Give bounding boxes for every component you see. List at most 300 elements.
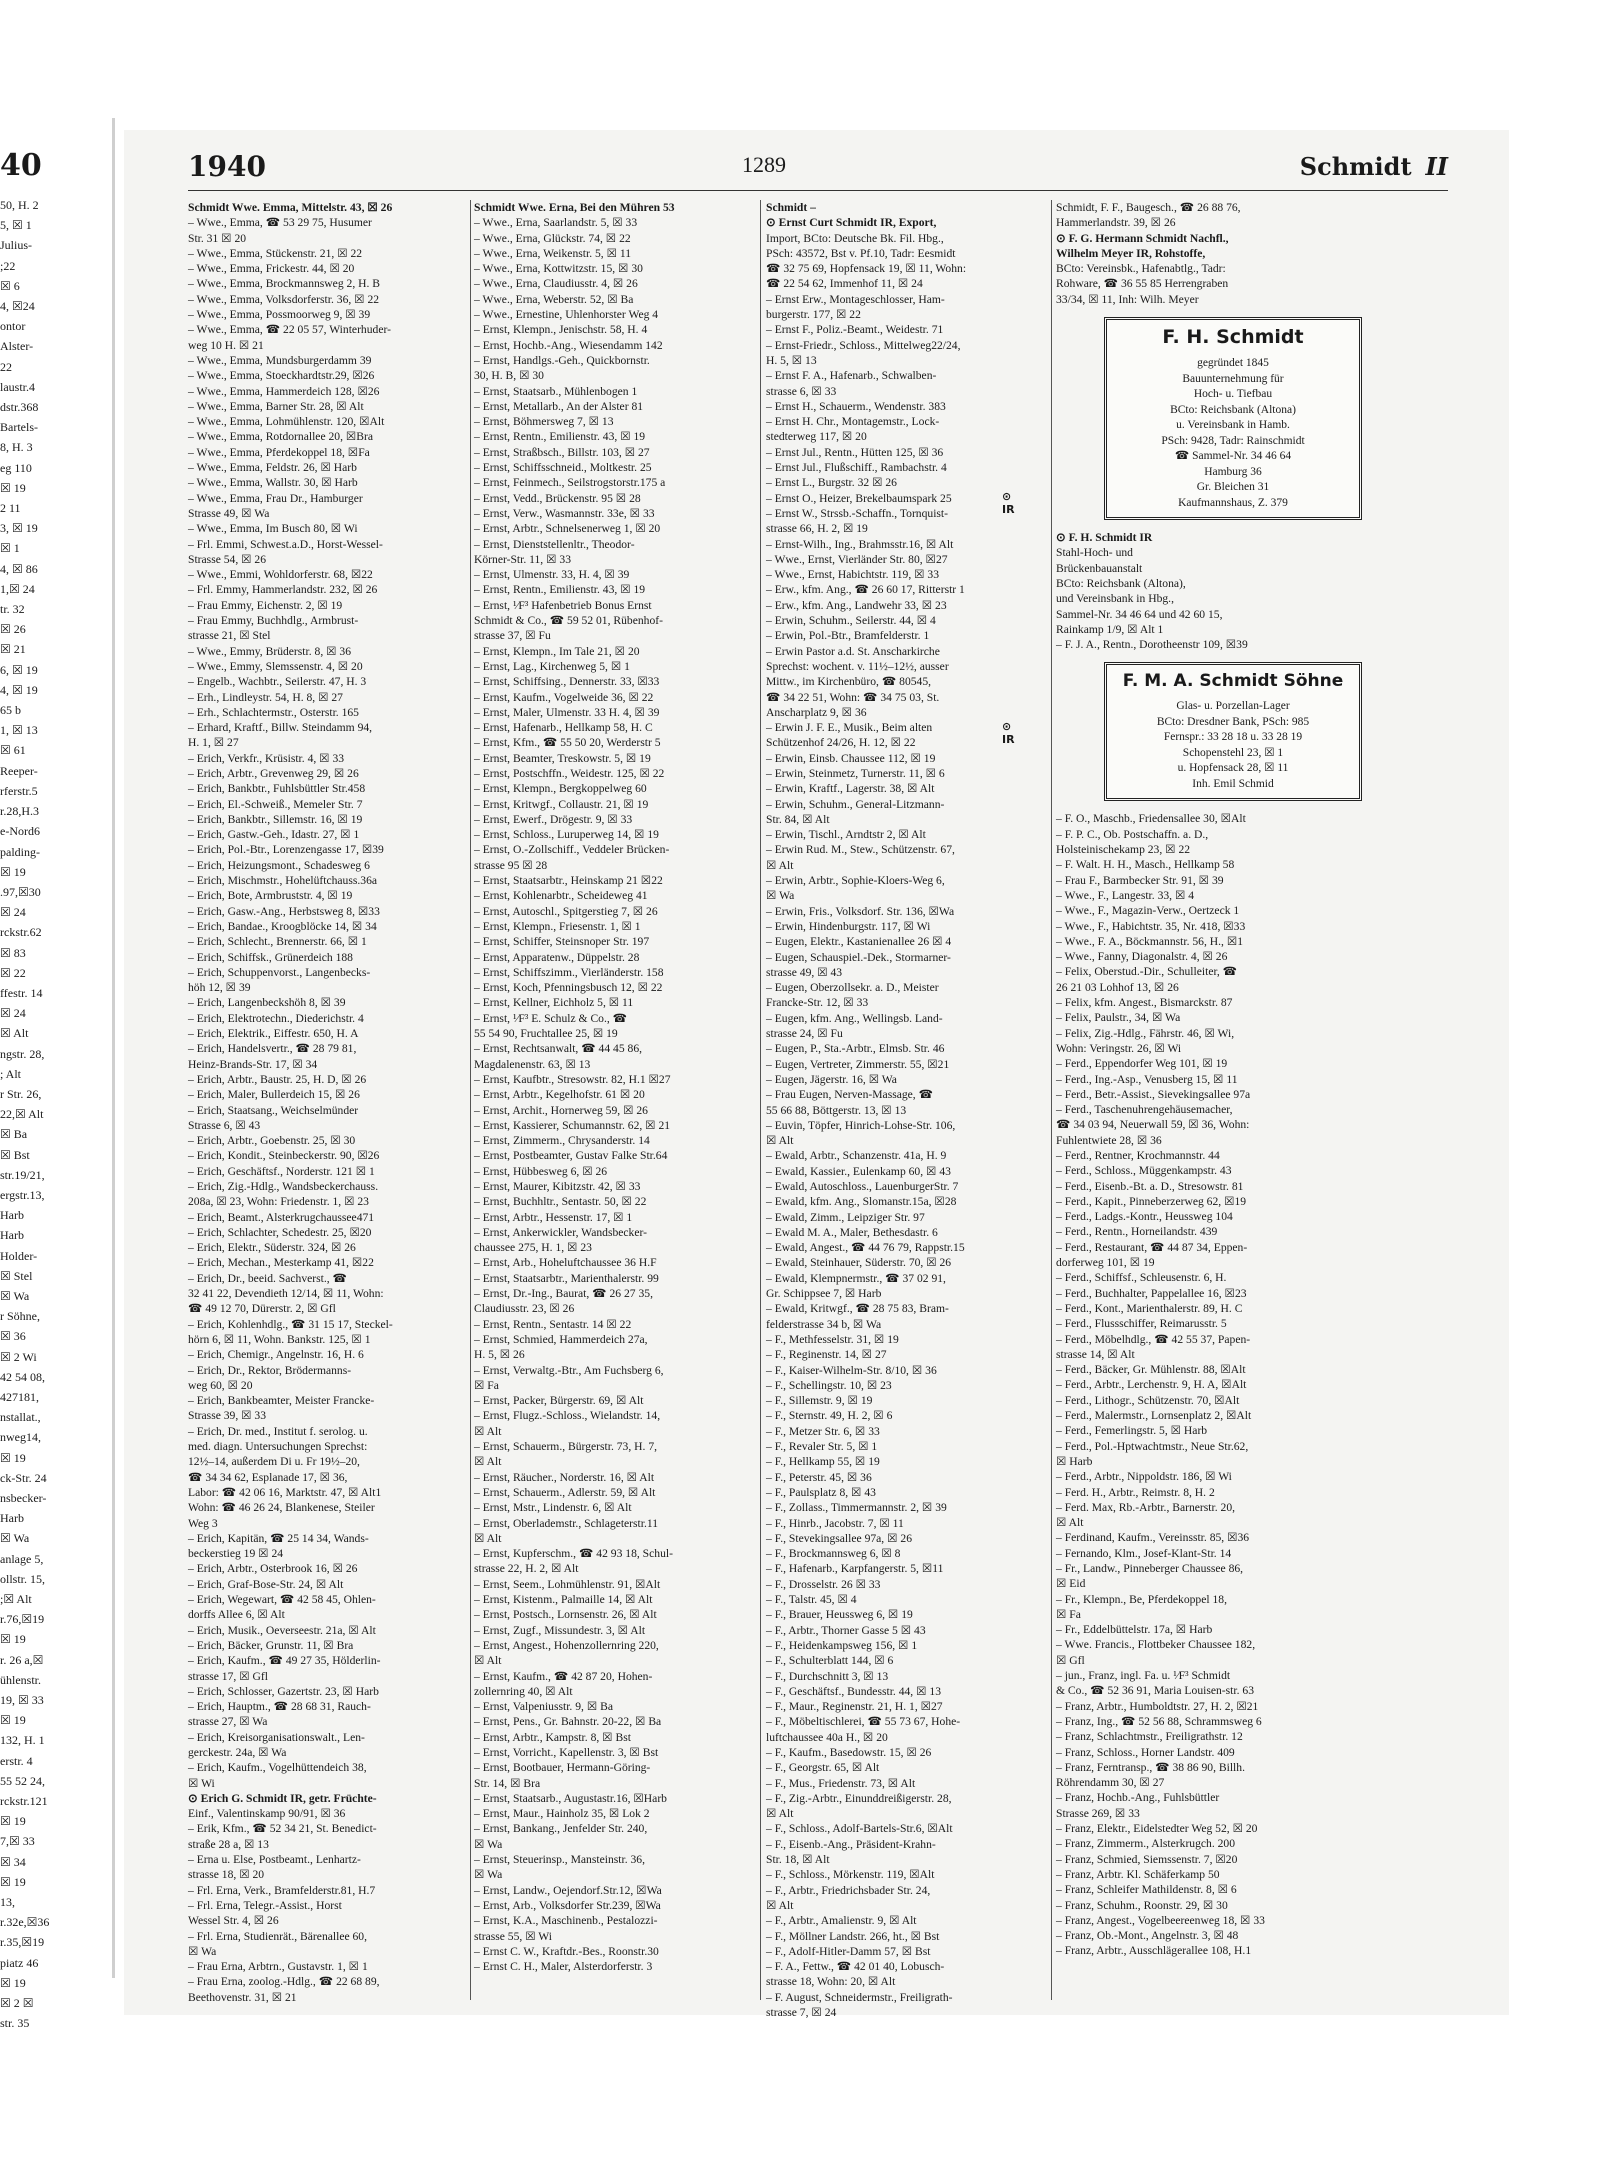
directory-entry: – Erich, Elektr., Süderstr. 324, ☒ 26 <box>188 1241 356 1255</box>
directory-entry: – Ernst, Valpeniusstr. 9, ☒ Ba <box>474 1700 613 1714</box>
directory-entry: – Erich, Dr., beeid. Sachverst., ☎ <box>188 1271 348 1285</box>
directory-entry: – Ferd., Kapit., Pinneberzerweg 62, ☒19 <box>1056 1194 1247 1208</box>
directory-entry: – Ferd., Femerlingstr. 5, ☒ Harb <box>1056 1424 1208 1438</box>
directory-entry: Mittw., im Kirchenbüro, ☎ 80545, <box>766 675 932 689</box>
directory-entry: r.76,☒19 <box>0 1612 45 1627</box>
directory-entry: – Ernst, Flugz.-Schloss., Wielandstr. 14, <box>474 1409 661 1423</box>
directory-entry: – Ewald, kfm. Ang., Slomanstr.15a, ☒28 <box>766 1195 957 1209</box>
directory-entry: höh 12, ☒ 39 <box>188 981 251 995</box>
directory-entry: – Erwin J. F. E., Musik., Beim alten <box>766 721 933 735</box>
directory-entry: – Ernst, Postschffn., Weidestr. 125, ☒ 22 <box>474 766 665 780</box>
directory-entry: ☒ Alt <box>474 1654 502 1668</box>
directory-entry: Strasse 49, ☒ Wa <box>188 506 270 520</box>
directory-entry: – Ferd., Schloss., Müggenkampstr. 43 <box>1056 1164 1232 1178</box>
directory-entry: – Ernst, Arbtr., Hessenstr. 17, ☒ 1 <box>474 1210 633 1224</box>
directory-entry: – Erich, Langenbeckshöh 8, ☒ 39 <box>188 996 346 1010</box>
directory-entry: – Frau Erna, zoolog.-Hdlg., ☎ 22 68 89, <box>188 1975 380 1989</box>
directory-entry: ☒ 2 Wi <box>0 1349 37 1364</box>
directory-entry: – Franz, Schuhm., Roonstr. 29, ☒ 30 <box>1056 1898 1228 1912</box>
directory-entry: ☒ 26 <box>0 622 26 637</box>
directory-entry: – Ernst H., Schauerm., Wendenstr. 383 <box>766 399 946 413</box>
directory-entry: – F. August, Schneidermstr., Freiligrath- <box>766 1990 953 2004</box>
directory-entry: str.19/21, <box>0 1167 45 1182</box>
directory-entry: – Ernst, Kaufm., Vogelweide 36, ☒ 22 <box>474 690 654 704</box>
directory-entry: – Wwe., F., Langestr. 33, ☒ 4 <box>1056 888 1195 902</box>
directory-entry: – Ernst, ¹⁄F³ E. Schulz & Co., ☎ <box>474 1011 628 1025</box>
directory-entry: – Erich, Schiffsk., Grünerdeich 188 <box>188 950 353 964</box>
directory-entry: – Erwin, Tischl., Arndtstr 2, ☒ Alt <box>766 828 926 842</box>
directory-entry: Harb <box>0 1511 24 1526</box>
directory-entry: 26 21 03 Lohhof 13, ☒ 26 <box>1056 980 1179 994</box>
directory-entry: – Ernst, Klempn., Im Tale 21, ☒ 20 <box>474 644 640 658</box>
directory-entry: – Ernst, Archit., Hornerweg 59, ☒ 26 <box>474 1103 648 1117</box>
directory-entry: – F. A., Fettw., ☎ 42 01 40, Lobusch- <box>766 1960 945 1974</box>
directory-entry: ☒ Wa <box>474 1837 503 1851</box>
directory-entry: Sammel-Nr. 34 46 64 und 42 60 15, <box>1056 607 1223 621</box>
directory-entry: – Franz, Arbtr., Humboldtstr. 27, H. 2, ☒21 <box>1056 1699 1259 1713</box>
directory-entry: anlage 5, <box>0 1551 44 1566</box>
directory-entry: – F., Schulterblatt 144, ☒ 6 <box>766 1654 894 1668</box>
directory-entry: – Ernst, Staatsarb., Mühlenbogen 1 <box>474 384 638 398</box>
directory-entry: – Erich, Bankbtr., Sillemstr. 16, ☒ 19 <box>188 812 363 826</box>
directory-entry: Weg 3 <box>188 1516 218 1530</box>
directory-entry: ☒ Fa <box>1056 1607 1081 1621</box>
directory-entry: – Erik, Kfm., ☎ 52 34 21, St. Benedict- <box>188 1822 377 1836</box>
directory-entry: – Erich, Kapitän, ☎ 25 14 34, Wands- <box>188 1531 369 1545</box>
directory-entry: 33/34, ☒ 11, Inh: Wilh. Meyer <box>1056 292 1199 306</box>
directory-entry: ;☒ Alt <box>0 1592 32 1607</box>
directory-entry: – Frau Eugen, Nerven-Massage, ☎ <box>766 1088 934 1102</box>
directory-entry: – Erich, Heizungsmont., Schadesweg 6 <box>188 858 370 872</box>
directory-entry: ☒ 36 <box>0 1329 26 1344</box>
directory-entry: – Erich, Handelsvertr., ☎ 28 79 81, <box>188 1042 357 1056</box>
directory-entry: – Ferd., Arbtr., Nippoldstr. 186, ☒ Wi <box>1056 1470 1232 1484</box>
directory-entry: – Wwe., Emma, Wallstr. 30, ☒ Harb <box>188 476 358 490</box>
directory-entry: – Ernst, Straßbsch., Billstr. 103, ☒ 27 <box>474 445 650 459</box>
directory-entry: nstallat., <box>0 1410 41 1425</box>
directory-entry: ☒ 19 <box>0 1874 26 1889</box>
directory-entry: – Ernst, Arb., Hoheluftchaussee 36 H.F <box>474 1256 657 1270</box>
directory-entry: – Erich, Maler, Bullerdeich 15, ☒ 26 <box>188 1088 360 1102</box>
directory-entry: – Erich, Mechan., Mesterkamp 41, ☒22 <box>188 1256 374 1270</box>
directory-entry: – Ernst, Schiffszimm., Vierländerstr. 158 <box>474 965 664 979</box>
directory-entry: – Ernst, Maurer, Kibitzstr. 42, ☒ 33 <box>474 1180 641 1193</box>
directory-entry: – Ernst, Arbtr., Schnelsenerweg 1, ☒ 20 <box>474 522 661 536</box>
directory-entry: – Ernst, Handlgs.-Geh., Quickbornstr. <box>474 353 650 367</box>
directory-entry: – Frl. Emmi, Schwest.a.D., Horst-Wessel- <box>188 537 383 551</box>
directory-entry: 65 b <box>0 703 21 718</box>
directory-entry: – Euvin, Töpfer, Hinrich-Lohse-Str. 106, <box>766 1118 956 1132</box>
directory-entry: ☒ Alt <box>766 1898 794 1912</box>
directory-entry: burgerstr. 177, ☒ 22 <box>766 308 861 322</box>
directory-entry: weg 10 H. ☒ 21 <box>188 338 264 352</box>
directory-entry: ☒ Alt <box>474 1531 502 1545</box>
directory-entry: ☒ Wa <box>0 1531 30 1546</box>
directory-entry: – F., Arbtr., Thorner Gasse 5 ☒ 43 <box>766 1623 926 1637</box>
directory-entry: – Ferd., Möbelhdlg., ☎ 42 55 37, Papen- <box>1056 1332 1251 1346</box>
directory-entry: – Ernst, Arb., Volksdorfer Str.239, ☒Wa <box>474 1898 661 1912</box>
directory-entry: 427181, <box>0 1389 39 1404</box>
directory-entry: – Ernst, Landw., Oejendorf.Str.12, ☒Wa <box>474 1883 662 1897</box>
directory-entry: 6, ☒ 19 <box>0 662 38 677</box>
hermann-schmidt-entry <box>1056 231 1446 307</box>
directory-entry: – Ferd., Pol.-Hptwachtmstr., Neue Str.62, <box>1056 1439 1249 1453</box>
directory-entry: strasse 14, ☒ Alt <box>1056 1347 1135 1361</box>
directory-entry: Brückenbauanstalt <box>1056 561 1143 575</box>
directory-entry: rckstr.121 <box>0 1794 48 1809</box>
directory-entry: – Wwe., Emma, Feldstr. 26, ☒ Harb <box>188 461 357 475</box>
directory-entry: – Ernst, Schiffsschneid., Moltkestr. 25 <box>474 461 652 475</box>
directory-entry: Julius- <box>0 238 33 253</box>
directory-entry: – Eugen, Oberzollsekr. a. D., Meister <box>766 981 939 995</box>
directory-entry: ☎ 34 22 51, Wohn: ☎ 34 75 03, St. <box>766 690 940 704</box>
directory-entry: 55 54 90, Fruchtallee 25, ☒ 19 <box>474 1027 618 1041</box>
directory-entry: – Ferd., Rentn., Horneilandstr. 439 <box>1056 1225 1218 1239</box>
directory-entry: ⊙ F. G. Hermann Schmidt Nachfl., <box>1056 231 1229 245</box>
running-head-volume: II <box>1425 152 1448 181</box>
directory-entry: – Wwe., Emma, Pferdekoppel 18, ☒Fa <box>188 445 370 459</box>
directory-entry: – Ernst, Bankang., Jenfelder Str. 240, <box>474 1822 648 1836</box>
directory-entry: – Erich, Kaufm., ☎ 49 27 35, Hölderlin- <box>188 1654 381 1668</box>
directory-entry: Schmidt & Co., ☎ 59 52 01, Rübenhof- <box>474 614 663 628</box>
directory-entry: – Ernst W., Strssb.-Schaffn., Tornquist- <box>766 506 949 520</box>
directory-entry: Schmidt – <box>766 201 816 214</box>
directory-entry: – Ferd., Buchhalter, Pappelallee 16, ☒23 <box>1056 1286 1247 1300</box>
directory-entry: – Franz, Ing., ☎ 52 56 88, Schrammsweg 6 <box>1056 1714 1262 1728</box>
directory-entry: – F., Schellingstr. 10, ☒ 23 <box>766 1378 892 1392</box>
directory-entry: – Wwe., Emma, ☎ 53 29 75, Husumer <box>188 216 372 230</box>
directory-entry: – Ernst, Bootbauer, Hermann-Göring- <box>474 1761 651 1775</box>
directory-entry: – Erwin, Schuhm., Seilerstr. 44, ☒ 4 <box>766 614 936 628</box>
directory-entry: 13, <box>0 1895 15 1910</box>
directory-entry: – Erwin, Hindenburgstr. 117, ☒ Wi <box>766 919 931 933</box>
directory-entry: – F., Zig.-Arbtr., Einunddreißigerstr. 28, <box>766 1791 952 1805</box>
directory-entry: – Ernst, Kellner, Eichholz 5, ☒ 11 <box>474 996 634 1010</box>
directory-entry: – Ernst, Ankerwickler, Wandsbecker- <box>474 1225 647 1239</box>
directory-entry: 4, ☒24 <box>0 299 35 314</box>
directory-entry: Glas- u. Porzellan-Lager <box>1176 700 1290 713</box>
directory-entry: Francke-Str. 12, ☒ 33 <box>766 996 869 1010</box>
directory-entry: – Ferd., Rentner, Krochmannstr. 44 <box>1056 1148 1220 1162</box>
directory-entry: Strasse 6, ☒ 43 <box>188 1118 261 1132</box>
directory-entry: – Ernst, Dr.-Ing., Baurat, ☎ 26 27 35, <box>474 1287 653 1301</box>
directory-entry: hörn 6, ☒ 11, Wohn. Bankstr. 125, ☒ 1 <box>188 1332 371 1346</box>
directory-entry: – F., Maur., Reginenstr. 21, H. 1, ☒27 <box>766 1700 943 1714</box>
directory-entry: – Ernst, O.-Zollschiff., Veddeler Brücken- <box>474 843 670 857</box>
directory-entry: – Ernst, Zugf., Missundestr. 3, ☒ Alt <box>474 1623 646 1637</box>
directory-entry: Körner-Str. 11, ☒ 33 <box>474 552 571 566</box>
previous-page-number: 40 <box>0 148 42 183</box>
directory-entry: Röhrendamm 30, ☒ 27 <box>1056 1776 1165 1790</box>
directory-entry: – Erich, Bote, Armbruststr. 4, ☒ 19 <box>188 889 353 903</box>
directory-entry: Str. 31 ☒ 20 <box>188 231 247 245</box>
directory-entry: – Wwe., Erna, Claudiusstr. 4, ☒ 26 <box>474 277 638 291</box>
directory-entry: – Wwe., Emma, Frau Dr., Hamburger <box>188 491 363 505</box>
directory-entry: – F., Eisenb.-Ang., Präsident-Krahn- <box>766 1837 936 1851</box>
directory-entry: – Erwin, Fris., Volksdorf. Str. 136, ☒Wa <box>766 904 955 918</box>
directory-entry: – Ernst, Kassierer, Schumannstr. 62, ☒ 21 <box>474 1118 671 1132</box>
directory-entry: – Ferd., Schiffsf., Schleusenstr. 6, H. <box>1056 1271 1227 1285</box>
directory-entry: Harb <box>0 1228 24 1243</box>
directory-entry: r.28,H.3 <box>0 804 39 819</box>
directory-entry: – Ernst, Rechtsanwalt, ☎ 44 45 86, <box>474 1042 643 1056</box>
directory-entry: H. 1, ☒ 27 <box>188 736 239 750</box>
directory-entry: ;22 <box>0 258 16 273</box>
directory-entry: ngstr. 28, <box>0 1046 45 1061</box>
directory-entry: – Erich, Schuppenvorst., Langenbecks- <box>188 965 371 979</box>
directory-entry: chaussee 275, H. 1, ☒ 23 <box>474 1241 592 1255</box>
directory-entry: Inh. Emil Schmid <box>1192 777 1274 790</box>
directory-entry: – Ferd., Malermstr., Lornsenplatz 2, ☒Alt <box>1056 1409 1252 1423</box>
directory-entry: – Ferd., Ing.-Asp., Venusberg 15, ☒ 11 <box>1056 1072 1238 1086</box>
directory-entry: – Wwe., Emma, Barner Str. 28, ☒ Alt <box>188 399 364 413</box>
directory-entry: Str. 14, ☒ Bra <box>474 1776 541 1790</box>
directory-entry: laustr.4 <box>0 379 35 394</box>
directory-entry: – Wwe., Erna, Kottwitzstr. 15, ☒ 30 <box>474 262 643 276</box>
directory-entry: Strasse 39, ☒ 33 <box>188 1409 267 1423</box>
directory-entry: 55 52 24, <box>0 1773 45 1788</box>
directory-entry: eg 110 <box>0 460 32 475</box>
directory-entry: BCto: Vereinsbk., Hafenabtlg., Tadr: <box>1056 262 1226 276</box>
directory-entry: – Frau F., Barmbecker Str. 91, ☒ 39 <box>1056 873 1224 887</box>
directory-entry: strasse 49, ☒ 43 <box>766 965 843 979</box>
directory-entry: – Erich, Bankbeamter, Meister Francke- <box>188 1394 375 1408</box>
directory-entry: ☒ 19 <box>0 1713 26 1728</box>
directory-entry: Harb <box>0 1208 24 1223</box>
directory-entry: ☒ Wa <box>766 889 795 903</box>
directory-entry: – Erich, Wegewart, ☎ 42 58 45, Ohlen- <box>188 1593 376 1607</box>
directory-entry: – Ferd., Betr.-Assist., Sievekingsallee 97a <box>1056 1087 1251 1101</box>
directory-entry: – Ernst, Mstr., Lindenstr. 6, ☒ Alt <box>474 1501 632 1515</box>
directory-entry: – Ewald, Kritwgf., ☎ 28 75 83, Bram- <box>766 1302 949 1316</box>
directory-entry: – Wwe., Emma, Lohmühlenstr. 120, ☒Alt <box>188 415 385 429</box>
directory-entry: gegründet 1845 <box>1197 357 1269 370</box>
directory-entry: – Wwe., Emma, Volksdorferstr. 36, ☒ 22 <box>188 292 380 306</box>
directory-entry: Alster- <box>0 339 34 354</box>
directory-entry: beckerstieg 19 ☒ 24 <box>188 1547 284 1561</box>
directory-entry: luftchaussee 40a H., ☒ 20 <box>766 1730 888 1744</box>
directory-entry: – Erich, Elektrotechn., Diederichstr. 4 <box>188 1011 364 1025</box>
directory-entry: – F., Peterstr. 45, ☒ 36 <box>766 1470 872 1484</box>
directory-entry: – Erich, Kreisorganisationswalt., Len- <box>188 1730 365 1744</box>
directory-entry: Wessel Str. 4, ☒ 26 <box>188 1914 279 1928</box>
directory-entry: – Ferd., Ladgs.-Kontr., Heussweg 104 <box>1056 1210 1233 1224</box>
directory-entry: – F., Möllner Landstr. 266, ht., ☒ Bst <box>766 1929 940 1943</box>
directory-entry: und Vereinsbank in Hbg., <box>1056 592 1174 606</box>
directory-entry: – Felix, kfm. Angest., Bismarckstr. 87 <box>1056 996 1233 1010</box>
directory-entry: – Franz, Schleifer Mathildenstr. 8, ☒ 6 <box>1056 1883 1237 1897</box>
directory-entry: – Ernst, Arbtr., Kegelhofstr. 61 ☒ 20 <box>474 1088 645 1102</box>
directory-entry: – Erich, Hauptm., ☎ 28 68 31, Rauch- <box>188 1700 371 1714</box>
directory-entry: ☒ Gfl <box>1056 1653 1085 1667</box>
directory-entry: – Eugen, Elektr., Kastanienallee 26 ☒ 4 <box>766 935 952 949</box>
column-4-top-entries <box>1056 200 1446 231</box>
directory-entry: ☒ 19 <box>0 864 26 879</box>
directory-entry: – jun., Franz, ingl. Fa. u. ¹⁄F³ Schmidt <box>1056 1669 1231 1683</box>
directory-entry: – Franz, Elektr., Eidelstedter Weg 52, ☒ 20 <box>1056 1822 1258 1836</box>
directory-entry: ☎ 49 12 70, Dürerstr. 2, ☒ Gfl <box>188 1302 336 1316</box>
directory-entry: r.32e,☒36 <box>0 1915 50 1930</box>
directory-entry: – F., Revaler Str. 5, ☒ 1 <box>766 1440 878 1454</box>
directory-entry: rferstr.5 <box>0 783 38 798</box>
directory-entry: Kaufmannshaus, Z. 379 <box>1178 496 1288 509</box>
directory-entry: – Erich, El.-Schweiß., Memeler Str. 7 <box>188 797 363 811</box>
directory-entry: ☒ 19 <box>0 1632 26 1647</box>
directory-entry: – Wwe., Emma, Rotdornallee 20, ☒Bra <box>188 430 374 444</box>
directory-entry: – Eugen, Schauspiel.-Dek., Stormarner- <box>766 950 951 964</box>
directory-entry: – Ernst, Schloss., Luruperweg 14, ☒ 19 <box>474 828 659 842</box>
directory-entry: .97,☒30 <box>0 884 41 899</box>
directory-entry: stedterweg 117, ☒ 20 <box>766 430 867 444</box>
directory-entry: – Erich, Musik., Oeverseestr. 21a, ☒ Alt <box>188 1623 376 1637</box>
directory-entry: tr. 32 <box>0 602 25 617</box>
directory-entry: – Erich, Kohlenhdlg., ☎ 31 15 17, Steckel- <box>188 1317 393 1331</box>
directory-entry: dorffs Allee 6, ☒ Alt <box>188 1608 285 1622</box>
directory-entry: ollstr. 15, <box>0 1571 46 1586</box>
directory-entry: – Eugen, P., Sta.-Arbtr., Elmsb. Str. 46 <box>766 1042 945 1056</box>
column-4-middle-entries <box>1056 530 1446 652</box>
directory-entry: – F. O., Maschb., Friedensallee 30, ☒Alt <box>1056 812 1246 826</box>
directory-entry: 8, H. 3 <box>0 440 33 455</box>
directory-entry: – Ernst, Postsch., Lornsenstr. 26, ☒ Alt <box>474 1608 657 1622</box>
directory-entry: – Franz, Zimmerm., Alsterkrugch. 200 <box>1056 1837 1236 1851</box>
directory-entry: – Ernst, Rentn., Emilienstr. 43, ☒ 19 <box>474 430 646 444</box>
directory-entry: – Erich, Arbtr., Goebenstr. 25, ☒ 30 <box>188 1134 356 1148</box>
directory-entry: – Ernst, Oberlademstr., Schlageterstr.11 <box>474 1516 659 1530</box>
directory-entry: – Ferd., Bäcker, Gr. Mühlenstr. 88, ☒Alt <box>1056 1363 1246 1377</box>
previous-page-lines <box>0 195 112 2033</box>
directory-entry: ☒ 19 <box>0 1814 26 1829</box>
directory-entry: ☒ 83 <box>0 945 26 960</box>
directory-entry: 5, ☒ 1 <box>0 218 32 233</box>
column-divider <box>470 200 471 2000</box>
directory-entry: – Frau Erna, Arbtrn., Gustavstr. 1, ☒ 1 <box>188 1960 368 1974</box>
directory-entry: – Erwin, Arbtr., Sophie-Kloers-Weg 6, <box>766 874 945 888</box>
directory-entry: – Erich, Geschäftsf., Norderstr. 121 ☒ 1 <box>188 1164 375 1178</box>
directory-entry: ☒ Alt <box>474 1455 502 1469</box>
directory-entry: Stahl-Hoch- und <box>1056 546 1133 560</box>
directory-entry: strasse 7, ☒ 24 <box>766 2006 837 2020</box>
directory-entry: – Ernst, Beamter, Treskowstr. 5, ☒ 19 <box>474 751 651 765</box>
directory-entry: – F., Arbtr., Amalienstr. 9, ☒ Alt <box>766 1914 917 1928</box>
directory-entry: ☒ Alt <box>766 858 794 872</box>
directory-entry: – Ernst, Staatsarb., Augustastr.16, ☒Harb <box>474 1791 667 1805</box>
directory-entry: Gr. Bleichen 31 <box>1196 481 1270 494</box>
directory-entry: – F., Hafenarb., Karpfangerstr. 5, ☒11 <box>766 1562 944 1576</box>
directory-entry: – Erich, Beamt., Alsterkrugchaussee471 <box>188 1210 375 1224</box>
directory-entry: Holder- <box>0 1248 38 1263</box>
directory-entry: ☒ 2 ☒ <box>0 1996 34 2011</box>
directory-entry: ☒ 19 <box>0 1450 26 1465</box>
directory-entry: – Ernst F., Poliz.-Beamt., Weidestr. 71 <box>766 323 944 337</box>
ir-mark: ⊙ IR <box>1002 720 1015 746</box>
directory-entry: – Franz, Schloss., Horner Landstr. 409 <box>1056 1745 1235 1759</box>
directory-entry: ☒ Alt <box>766 1134 794 1148</box>
directory-entry: – Wwe., Emma, Hammerdeich 128, ☒26 <box>188 384 380 398</box>
directory-entry: – Ferd., Flussschiffer, Reimarusstr. 5 <box>1056 1317 1227 1331</box>
directory-entry: erstr. 4 <box>0 1753 33 1768</box>
directory-entry: – F., Kaiser-Wilhelm-Str. 8/10, ☒ 36 <box>766 1363 937 1377</box>
directory-entry: r. 26 a,☒ <box>0 1652 44 1667</box>
directory-entry: – Ernst, Hochb.-Ang., Wiesendamm 142 <box>474 338 663 352</box>
directory-entry: – F., Geschäftsf., Bundesstr. 44, ☒ 13 <box>766 1684 941 1698</box>
directory-entry: – Ernst, Hafenarb., Hellkamp 58, H. C <box>474 721 653 735</box>
directory-entry: – Ernst, Klempn., Bergkoppelweg 60 <box>474 782 647 796</box>
directory-entry: – Ernst H. Chr., Montagemstr., Lock- <box>766 415 940 429</box>
directory-entry: – Erich, Arbtr., Grevenweg 29, ☒ 26 <box>188 766 359 780</box>
directory-entry: – Ferd., Eisenb.-Bt. a. D., Stresowstr. 81 <box>1056 1179 1244 1193</box>
directory-entry: – F., Heidenkampsweg 156, ☒ 1 <box>766 1638 918 1652</box>
directory-entry: – Ferd., Kont., Marienthalerstr. 89, H. C <box>1056 1301 1243 1315</box>
directory-entry: Magdalenenstr. 63, ☒ 13 <box>474 1057 591 1071</box>
directory-entry: H. 5, ☒ 26 <box>474 1348 525 1362</box>
directory-entry: – Franz, Ob.-Mont., Angelnstr. 3, ☒ 48 <box>1056 1929 1239 1943</box>
directory-entry: strasse 95 ☒ 28 <box>474 858 548 872</box>
directory-entry: Fernspr.: 33 28 18 u. 33 28 19 <box>1163 731 1303 744</box>
directory-entry: – Ernst-Wilh., Ing., Brahmsstr.16, ☒ Alt <box>766 537 954 551</box>
directory-entry: ☒ Alt <box>766 1807 794 1821</box>
directory-entry: – Ernst, Böhmersweg 7, ☒ 13 <box>474 415 614 429</box>
directory-entry: – Ernst-Friedr., Schloss., Mittelweg22/24, <box>766 338 961 352</box>
directory-entry: – Wwe., Emma, Possmoorweg 9, ☒ 39 <box>188 308 371 322</box>
directory-entry: ergstr.13, <box>0 1187 45 1202</box>
directory-entry: – Franz, Arbtr. Kl. Schäferkamp 50 <box>1056 1867 1220 1881</box>
directory-entry: r Str. 26, <box>0 1086 42 1101</box>
directory-entry: ☒ Harb <box>1056 1454 1093 1468</box>
directory-entry: – Wwe., Emmi, Wohldorferstr. 68, ☒22 <box>188 568 373 582</box>
directory-entry: – Ernst, Autoschl., Spitgerstieg 7, ☒ 26 <box>474 904 658 918</box>
directory-entry: strasse 6, ☒ 33 <box>766 384 837 398</box>
directory-entry: – Ernst, Buchhltr., Sentastr. 50, ☒ 22 <box>474 1195 647 1209</box>
directory-entry: ☒ Alt <box>1056 1516 1084 1530</box>
directory-entry: – Wwe., Emma, Brockmannsweg 2, H. B <box>188 277 381 291</box>
directory-entry: – Frau Emmy, Eichenstr. 2, ☒ 19 <box>188 598 343 612</box>
directory-entry: ☒ 19 <box>0 480 26 495</box>
directory-entry: – F., Kaufm., Basedowstr. 15, ☒ 26 <box>766 1745 932 1759</box>
directory-entry: Rohware, ☎ 36 55 85 Herrengraben <box>1056 277 1229 291</box>
directory-entry: – F., Methfesselstr. 31, ☒ 19 <box>766 1332 899 1346</box>
directory-entry: – Franz, Angest., Vogelbeereenweg 18, ☒ 33 <box>1056 1913 1265 1927</box>
directory-entry: – Erwin Rud. M., Stew., Schützenstr. 67, <box>766 843 955 857</box>
page-header <box>188 150 1448 190</box>
directory-entry: – Ernst, Kaufbtr., Stresowstr. 82, H.1 ☒27 <box>474 1072 671 1086</box>
directory-entry: – F., Hellkamp 55, ☒ 19 <box>766 1455 880 1469</box>
directory-column-2 <box>474 200 754 1974</box>
directory-entry: – F., Metzer Str. 6, ☒ 33 <box>766 1424 880 1438</box>
directory-entry: Wohn: Veringstr. 26, ☒ Wi <box>1056 1041 1182 1055</box>
directory-entry: ☒ 24 <box>0 1006 26 1021</box>
directory-entry: Claudiusstr. 23, ☒ 26 <box>474 1302 575 1316</box>
advertisement-fma-schmidt-soehne <box>1104 662 1362 801</box>
directory-entry: – Ernst, Verw., Wasmannstr. 33e, ☒ 33 <box>474 506 655 520</box>
directory-entry: – Erich, Chemigr., Angelnstr. 16, H. 6 <box>188 1348 364 1362</box>
directory-entry: – Wwe., Emma, ☎ 22 05 57, Winterhuder- <box>188 323 391 337</box>
directory-entry: ☒ Bst <box>0 1147 30 1162</box>
directory-entry: Hamburg 36 <box>1204 465 1262 478</box>
directory-entry: – Ernst Erw., Montageschlosser, Ham- <box>766 292 945 306</box>
directory-entry: 55 66 88, Böttgerstr. 13, ☒ 13 <box>766 1103 907 1117</box>
directory-entry: – Frl. Erna, Telegr.-Assist., Horst <box>188 1898 342 1912</box>
directory-entry: – F., Zollass., Timmermannstr. 2, ☒ 39 <box>766 1501 947 1515</box>
directory-entry: ☒ 6 <box>0 278 20 293</box>
directory-entry: – Erich, Mischmstr., Hohelüftchauss.36a <box>188 874 378 888</box>
directory-entry: – Eugen, kfm. Ang., Wellingsb. Land- <box>766 1011 943 1025</box>
directory-entry: – Ewald, Klempnermstr., ☎ 37 02 91, <box>766 1271 946 1285</box>
directory-entry: – Erich, Pol.-Btr., Lorenzengasse 17, ☒39 <box>188 843 384 857</box>
directory-entry: 32 41 22, Devendieth 12/14, ☒ 11, Wohn: <box>188 1287 384 1301</box>
ad-lines <box>1109 699 1357 792</box>
directory-entry: felderstrasse 34 b, ☒ Wa <box>766 1317 882 1331</box>
